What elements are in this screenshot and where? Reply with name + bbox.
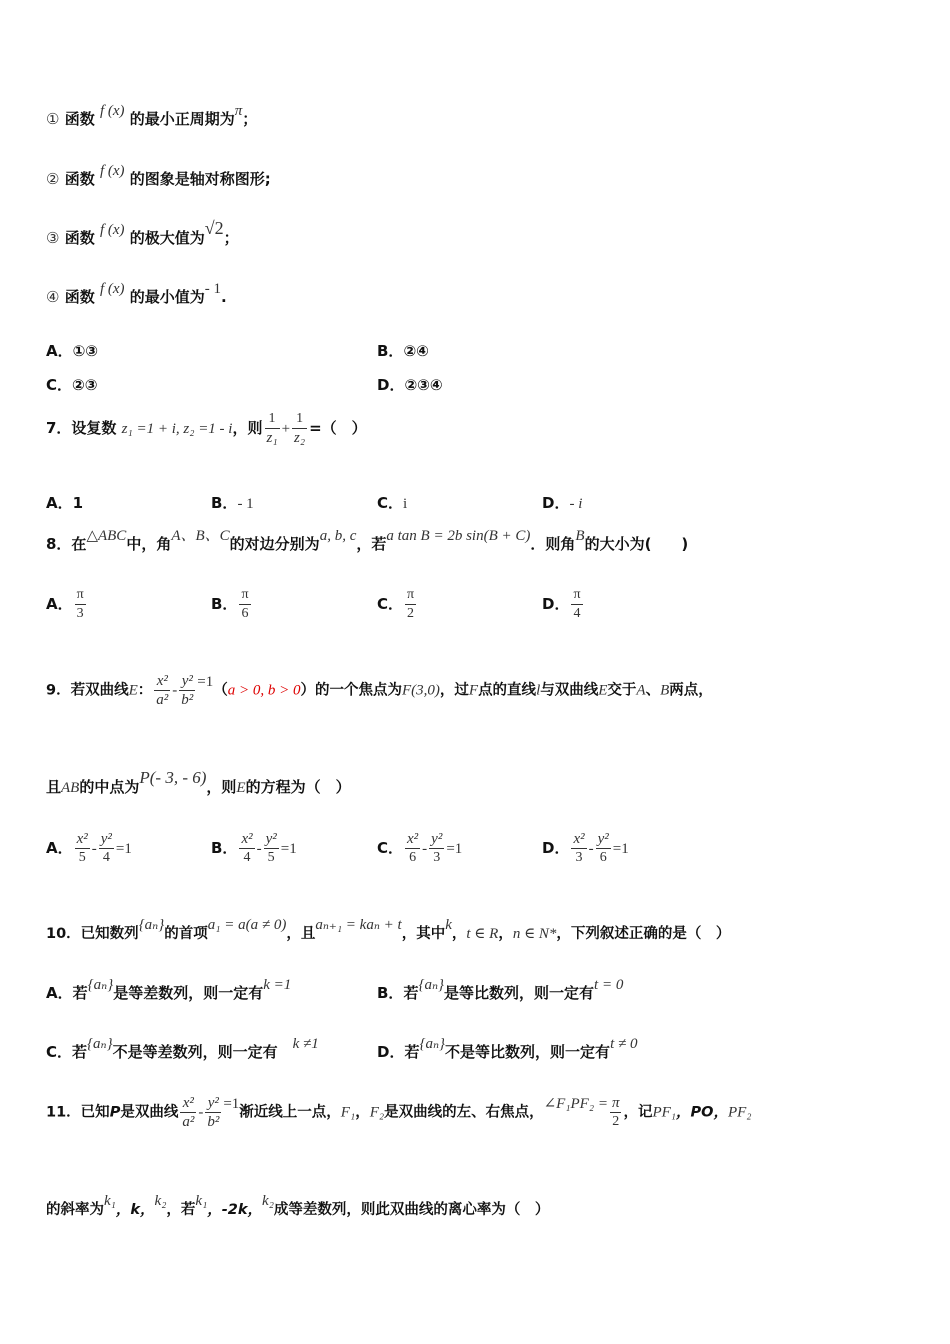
q9-stem-line2: 且AB的中点为P(- 3, - 6)，则E的方程为（ ）	[46, 768, 351, 796]
q7-fraction-2: $\frac{1}{\text{z₂}}$	[294, 411, 306, 446]
q9-option-a[interactable]: A． $\frac{\text{x²}}{5}$ - $\frac{\text{y²}}{4}$ =1	[46, 831, 132, 865]
q7-stem: 7．设复数 z₁ =1 + i, z₂ =1 - i，则 $\frac{1}{\text{z₁}}$ + $\frac{1}{\text{z₂}}$ =（ ）	[46, 411, 367, 446]
q7-option-a[interactable]: A．1	[46, 494, 84, 512]
q9-option-b[interactable]: B． $\frac{\text{x²}}{4}$ - $\frac{\text{y²}}{5}$ =1	[211, 831, 297, 865]
q6-option-b[interactable]: B．②④	[377, 342, 429, 360]
q11-stem: 11．已知P是双曲线 $\frac{\text{x²}}{\text{a²}}$ - $\frac{\text{y²}}{\text{b²}}$ =1渐近线上一点，F₁，F₂是双曲线的左、右焦点，∠F₁PF₂ = $\frac{\pi}{2}$ ，记PF₁，PO，PF₂	[46, 1095, 752, 1130]
statement-3: ③ 函数 f (x) 的极大值为√2；	[46, 218, 239, 247]
q8-option-b[interactable]: B． $\frac{\pi}{6}$	[211, 587, 249, 621]
statement-2: ② 函数 f (x) 的图象是轴对称图形;	[46, 163, 271, 188]
q9-option-d[interactable]: D． $\frac{\text{x²}}{3}$ - $\frac{\text{y²}}{6}$ =1	[542, 831, 629, 865]
q7-option-b[interactable]: B．- 1	[211, 494, 254, 512]
q10-option-a[interactable]: A．若{aₙ}是等差数列，则一定有k =1	[46, 977, 292, 1002]
q9-stem: 9．若双曲线E： $\frac{\text{x²}}{\text{a²}}$ - $\frac{\text{y²}}{\text{b²}}$ =1（a > 0, b > 0）的一个焦点为F(3,0)，过F点的直线l与双曲线E交于A、B两点，	[46, 673, 713, 708]
q10-option-d[interactable]: D．若{aₙ}不是等比数列，则一定有t ≠ 0	[377, 1036, 638, 1061]
q7-fraction-1: $\frac{1}{\text{z₁}}$	[266, 411, 278, 446]
q6-option-a[interactable]: A．①③	[46, 342, 99, 360]
q10-option-b[interactable]: B．若{aₙ}是等比数列，则一定有t = 0	[377, 977, 624, 1002]
q7-option-d[interactable]: D．- i	[542, 494, 583, 512]
q8-option-c[interactable]: C． $\frac{\pi}{2}$	[377, 587, 415, 621]
q8-option-d[interactable]: D． $\frac{\pi}{4}$	[542, 587, 581, 621]
q6-option-c[interactable]: C．②③	[46, 376, 98, 394]
statement-4: ④ 函数 f (x) 的最小值为- 1.	[46, 281, 227, 306]
q8-option-a[interactable]: A． $\frac{\pi}{3}$	[46, 587, 84, 621]
statement-1: ① 函数 f (x) 的最小正周期为π；	[46, 103, 258, 128]
q8-stem: 8．在△ABC中，角A、B、C的对边分别为a, b, c，若a tan B = 2b sin(B + C)．则角B的大小为( )	[46, 528, 689, 553]
q10-stem: 10．已知数列{aₙ}的首项a₁ = a(a ≠ 0)，且aₙ₊₁ = kaₙ + t，其中k，t ∈ R，n ∈ N*，下列叙述正确的是（ ）	[46, 917, 731, 942]
q11-stem-line2: 的斜率为k₁，k，k₂，若k₁，-2k，k₂成等差数列，则此双曲线的离心率为（ ）	[46, 1193, 550, 1218]
q10-option-c[interactable]: C．若{aₙ}不是等差数列，则一定有 k ≠1	[46, 1036, 319, 1061]
q6-option-d[interactable]: D．②③④	[377, 376, 443, 394]
q7-option-c[interactable]: C．i	[377, 494, 408, 512]
q9-option-c[interactable]: C． $\frac{\text{x²}}{6}$ - $\frac{\text{y²}}{3}$ =1	[377, 831, 463, 865]
